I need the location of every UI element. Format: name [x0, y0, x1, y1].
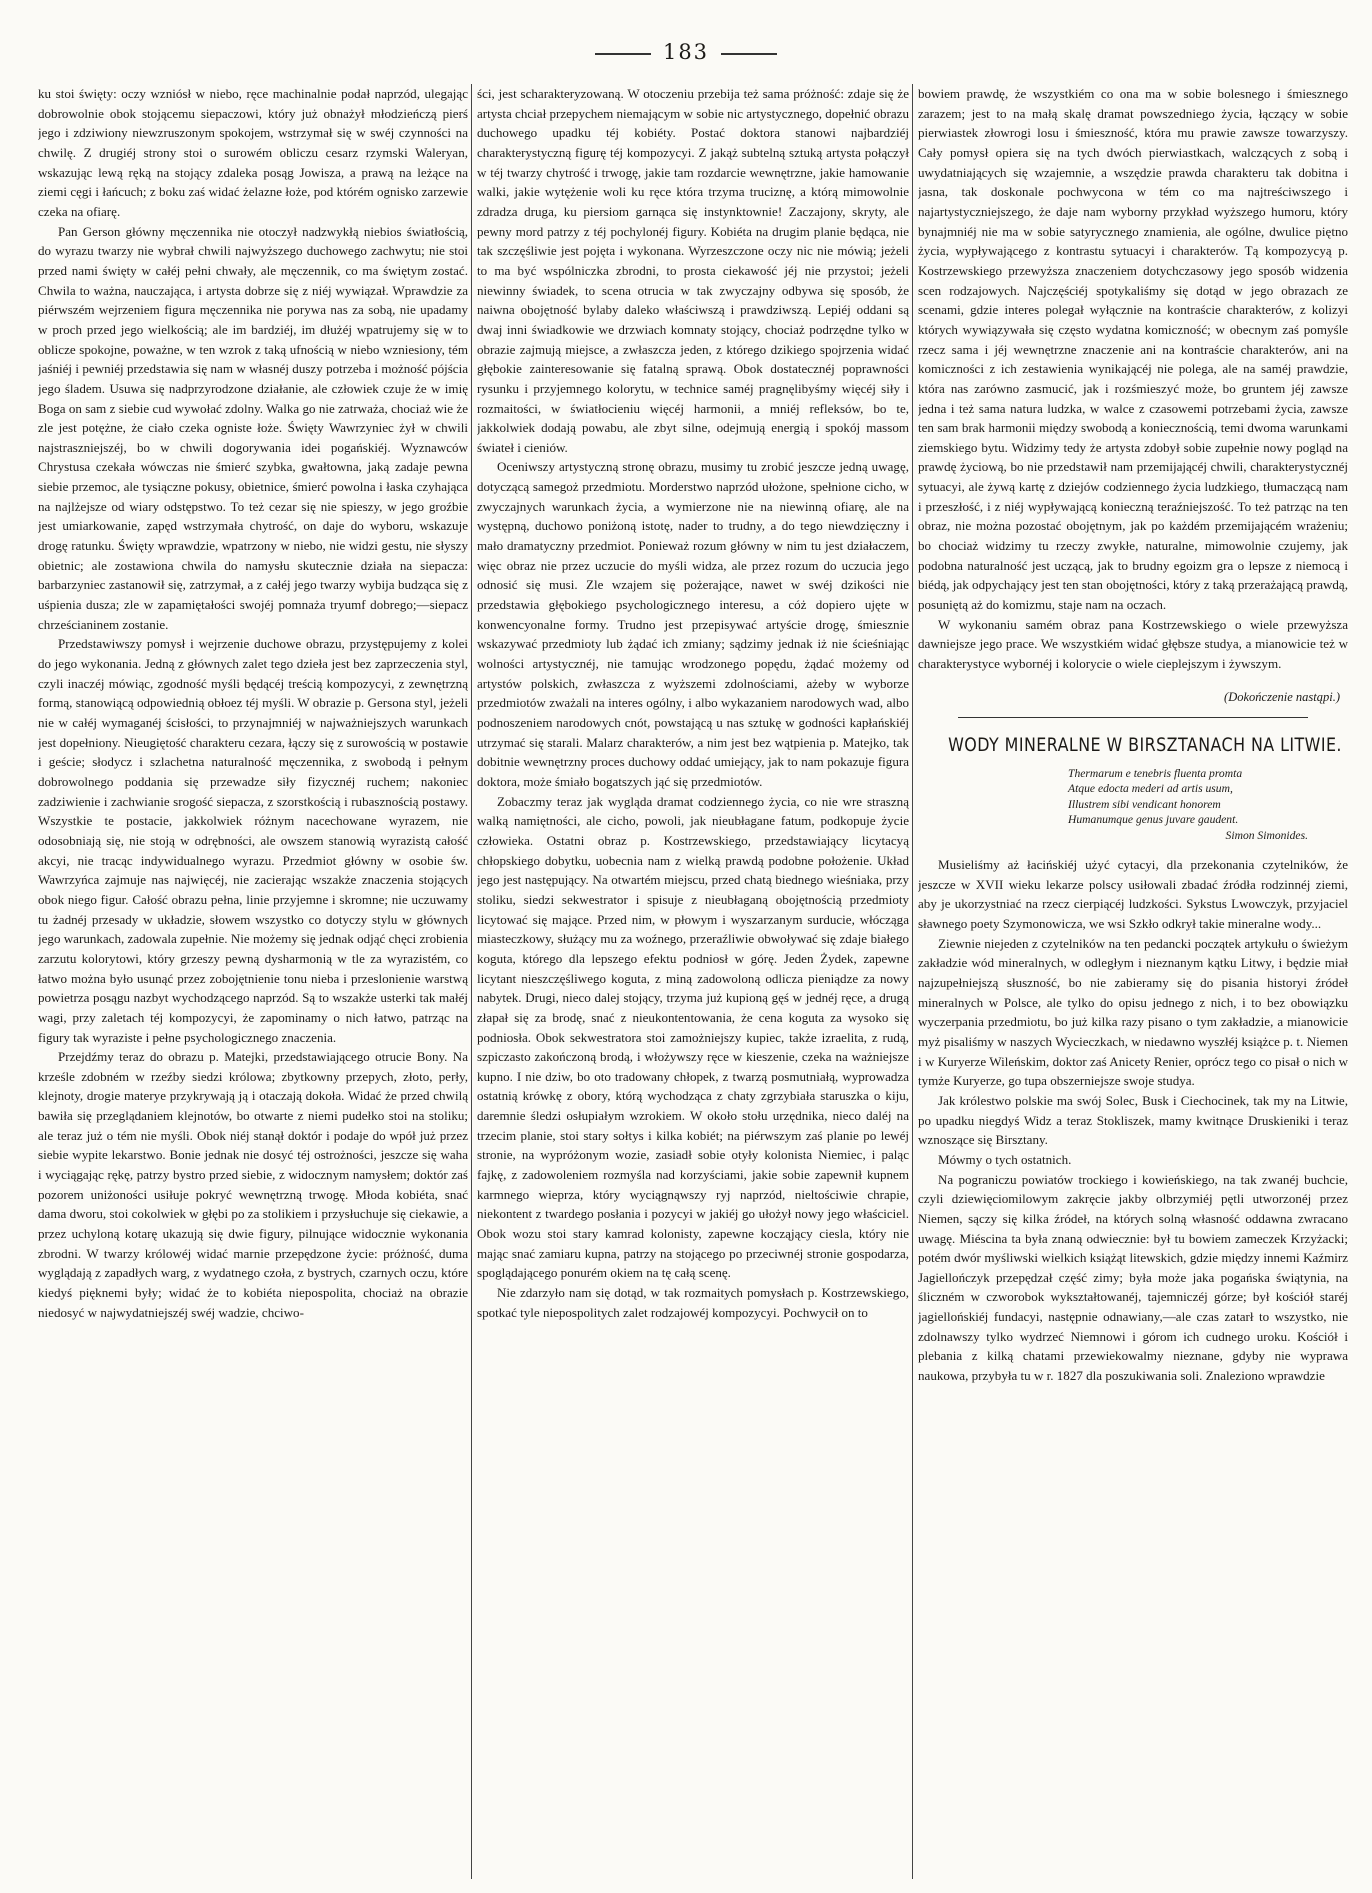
page-number-header: [0, 40, 1372, 64]
paragraph: Przejdźmy teraz do obrazu p. Matejki, przedstawiającego otrucie Bony. Na krześle zdobném w rzeźby siedzi królowa; zbytkowny przepych, złoto, perły, klejnoty, drogie materye przykrywają ją i otaczają dokoła. Widać że przed chwilą bawiła się przeglądaniem klejnotów, bo otwarte z niemi pudełko stoi na stoliku; ale teraz już o tém nie myśli. Obok niéj stanął doktór i podaje do wpół już przez siebie wypite lekarstwo. Bonie jednak nie dosyć téj ostrożności, jeszcze się waha i wyciągając rękę, patrzy bystro przed siebie, z widocznym namysłem; doktór zaś pozorem uniżoności usiłuje pokryć wewnętrzną trwogę. Młoda kobiéta, snać dama dworu, stoi cokolwiek w głębi po za stolikiem i przysłuchuje się ciekawie, a przez uchyloną kotarę ukazują się dwie figury, pilnujące widocznie wykonania zbrodni. W twarzy królowéj widać marnie przepędzone życie: próżność, duma wyglądają z zapadłych warg, z wydatnego czoła, z bystrych, czarnych oczu, które kiedyś pięknemi były; widać że to kobiéta niepospolita, chociaż na obrazie niedosyć w najwydatniejszéj swéj wadzie, chciwo-: [38, 1049, 468, 1320]
text-column-1: [38, 84, 468, 1879]
continued-note: (Dokończenie nastąpi.): [1224, 689, 1340, 704]
paragraph: ści, jest scharakteryzowaną. W otoczeniu przebija też sama próżność: zdaje się że artysta chciał przepychem niemającym w sobie nic artystycznego, dopełnić obrazu duchowego upadku téj kobiéty. Postać doktora stanowi najbardziéj charakterystyczną figurę téj kompozycyi. Z jakąż subtelną sztuką artysta połączył w téj twarzy chytrość i trwogę, jakie tam rozdarcie wewnętrzne, jakie hamowanie walki, jakie wytężenie woli ku ręce która trzyma truciznę, a którą mimowolnie zdradza druga, ku piersiom garnąca się instynktownie! Zaczajony, skryty, ale pewny mord patrzy z téj pochylonéj figury. Kobiéta na drugim planie będąca, nie tak szczęśliwie jest pojęta i wykonana. Wyrzeszczone oczy nic nie mówią; jeżeli to ma być wspólniczka zbrodni, to prosta ciekawość jéj nie przystoi; jeżeli niewinny świadek, to scena otrucia w tak zwyczajny odbywa się sposób, że naiwna obojętność bylaby daleko właściwszą i prawdziwszą. Lepiéj oddani są dwaj inni świadkowie we drzwiach komnaty stojący, chociaż podrzędne tylko w obrazie zajmują miejsce, a zwłaszcza jeden, z którego dzikiego spojrzenia widać głębokie zainteresowanie się fatalną sprawą. Obok dostatecznéj poprawności rysunku i przyjemnego kolorytu, w technice saméj pragnęlibyśmy więcéj siły i rozmaitości, w światłocieniu więcéj harmonii, a mniéj refleksów, bo te, jakkolwiek dodają powabu, ale zbyt silne, odejmują energią i spokój massom świateł i cieniów.: [477, 86, 909, 455]
epigraph: [1068, 766, 1348, 843]
paragraph: Musieliśmy aż łacińskiéj użyć cytacyi, dla przekonania czytelników, że jeszcze w XVII wieku lekarze polscy usiłowali zbadać źródła rodzinnéj ziemi, aby je ukorzystniać na rzecz cierpiącéj ludzkości. Sykstus Lwowczyk, przyjaciel sławnego poety Szymonowicza, we wsi Szkło odkrył takie mineralne wody...: [918, 857, 1348, 931]
paragraph: Zobaczmy teraz jak wygląda dramat codziennego życia, co nie wre straszną walką namiętności, ale cicho, powoli, jak nieubłagane fatum, podkopuje życie człowieka. Ostatni obraz p. Kostrzewskiego, przedstawiający licytacyą chłopskiego dobytku, uobecnia nam z wielką prawdą podobne położenie. Układ jego jest następujący. Na otwartém miejscu, przed chatą biednego wieśniaka, przy stoliku, siedzi sekwestrator i spisuje z nieubłaganą obojętnością przedmioty licytować się mające. Przed nim, w płowym i wyszarzanym surducie, włócząga miasteczkowy, służący mu za woźnego, przeraźliwie obwoływać się zdaje białego koguta, którego dla lepszego efektu podniosł w górę. Jeden Żydek, zapewne licytant nieszczęśliwego koguta, z miną zadowoloną odlicza pieniądze za nowy nabytek. Drugi, nieco dalej stojący, trzyma już kupioną gęś w jednéj ręce, a drugą złapał się za brodę, snać z nieukontentowania, że cena koguta za wysoko się podniosła. Obok sekwestratora stoi zamożniejszy kupiec, także izraelita, z rudą, szpiczasto zakończoną brodą, i włożywszy ręce w kieszenie, czeka na ważniejsze kupno. I nie dziw, bo oto tradowany chłopek, z twarzą posmutniałą, wyprowadza ostatnią krówkę z obory, którą wychodząca z chaty zgrzybiała staruszka o kiju, daremnie śledzi osłupiałym wzrokiem. W około stołu urzędnika, nieco daléj na trzecim planie, stoi stary sołtys i kilka kobiét; na piérwszym zaś planie po lewéj stronie, na wypróżonym wozie, zasiadł sobie otyły kolonista Niemiec, i paląc fajkę, z zadowoleniem rozmyśla nad korzyściami, jakie sobie zapewnił kupnem karmnego wieprza, który wyciągnąwszy ryj naprzód, nieltościwie chrapie, niekontent z twardego posłania i pozycyi w jakiéj go ułożył nowy jego właściciel. Obok wozu stoi stary kamrad kolonisty, zapewne kocząjący ciesla, który nie mając snać zamiaru kupna, patrzy na stojącego po przeciwnéj stronie gospodarza, spoglądającego ponurém okiem na tę całą scenę.: [477, 793, 909, 1281]
page-number: 183: [662, 40, 710, 64]
text-column-3: [918, 84, 1348, 1879]
column-rule-left: [471, 84, 472, 1879]
paragraph: Ziewnie niejeden z czytelników na ten pedancki początek artykułu o świeżym zakładzie wód mineralnych, w odległym i nieznanym kątku Litwy, i będzie miał najzupełniejszą słuszność, bo nie zabieramy się do pisania historyi źródeł mineralnych w Polsce, ale tylko do opisu jednego z nich, i to bez obowiązku wyczerpania przedmiotu, bo już kilka razy pisano o tym zakładzie, a mianowicie myż pisaliśmy w naszych Wycieczkach, w niedawno wyszłéj książce p. t. Niemen i w Kuryerze Wileńskim, doktor zaś Anicety Renier, oprócz tego co pisał o nich w tymże Kuryerze, go tupa obszerniejsze swoje studya.: [918, 935, 1348, 1089]
paragraph: Na pograniczu powiatów trockiego i kowieńskiego, na tak zwanéj buchcie, czyli dziewięciomilowym zakręcie jakby olbrzymiéj pętli utworzonéj przez Niemen, sączy się kilka źródeł, na których solną własność oddawna zwracano uwagę. Miéscina ta była znaną odwiecznie: był tu bowiem zameczek Krzyżacki; potém dwór myśliwski wielkich książąt litewskich, gdzie między innemi Kaźmirz Jagiellończyk przepędzał część zimy; była może jaka pogańska świątynia, na śliczném w czworobok wykształtowanéj, tajemniczéj górze; był kościół staréj jagiellońskiéj fundacyi, następnie odnawiany,—ale czas zatarł to wszystko, nie zdolnawszy tylko wydrzeć Niemnowi i górom ich cudnego uroku. Kościół i plebania z kilką chatami przewiekowalmy nieznane, gdyby nie wyprawa naukowa, przybyła tu w r. 1827 dla poszukiwania soli. Znaleziono wprawdzie: [918, 1171, 1348, 1384]
paragraph: Nie zdarzyło nam się dotąd, w tak rozmaitych pomysłach p. Kostrzewskiego, spotkać tyle niepospolitych zalet rodzajowéj kompozycyi. Pochwycił on to: [477, 1285, 909, 1320]
paragraph: Przedstawiwszy pomysł i wejrzenie duchowe obrazu, przystępujemy z kolei do jego wykonania. Jedną z głównych zalet tego dzieła jest bez zaprzeczenia styl, czyli inaczéj mówiąc, zgodność myśli będącéj treścią kompozycyi, z zewnętrzną formą, stanowiącą odpowiednią obłoez téj myśli. W obrazie p. Gersona styl, jeżeli nie w całéj wymaganéj ścisłości, to przynajmniéj w najważniejszych warunkach jest dopełniony. Nieugiętość charakteru cezara, łączy się z surowością w postawie i geście; słodycz i szlachetna naturalność męczennika, z swobodą i pełnym dobrowolnego poddania się przewadze siły fizycznéj ruchem; nakoniec zadziwienie i zachwianie srogość siepacza, z szorstkością i rubasznością postawy. Wszystkie te postacie, jakkolwiek różnym nacechowane wyrazem, nie odosobniają się, nie stoją w odrębności, ale owszem stanowią wyrazistą całość akcyi, nie tracąc indywidualnego wyrazu. Przedmiot główny w osobie św. Wawrzyńca zajmuje nas najwięcéj, nie zacierając wszakże znaczenia stojących obok niego figur. Całość obrazu pełna, linie przyjemne i skromne; nie uczuwamy tu żadnéj przesady w układzie, słowem wszystko co dotyczy stylu w głównych jego warunkach, zadowala zupełnie. Nie możemy się jednak odjąć chęci zrobienia zarzutu kolorytowi, który grzeszy pewną dysharmonią w tle za wyrazistém, co łatwo można było usunąć przez zobojętnienie tonu nieba i przeslonienie warstwą powietrza posągu nazbyt wychodzącego naprzód. Są to wszakże usterki tak małéj wagi, przy zaletach téj kompozycyi, że zapominamy o nich łatwo, patrząc na figury tak wyraziste i pełne psychologicznego znaczenia.: [38, 636, 468, 1045]
paragraph: Pan Gerson główny męczennika nie otoczył nadzwykłą niebios światłością, do wyrazu twarzy nie wybrał chwili najwyższego duchowego zachwytu; nie stoi przed nami święty w całéj pełni chwały, ale męczennik, co ma świętym zostać. Chwila to ważna, nauczająca, i artysta dobrze się z niéj wywiązał. Wprawdzie za piérwszém wejrzeniem figura męczennika nie porywa nas za sobą, nie upadamy w proch przed jego wielkością; ale im bardziéj, im dłużéj wpatrujemy się w to oblicze spokojne, poważne, w ten wzrok z taką ufnością w niebo wzniesiony, tém jaśniéj i pewniéj przedstawia się nam w własnéj duszy potrzeba i możność pójścia jego śladem. Usuwa się nadprzyrodzone działanie, ale człowiek czuje że w imię Boga on sam z siebie cud wywołać zdolny. Walka go nie zatrważa, chociaż wie że zle jest potężne, że ciało czeka ogniste łoże. Święty Wawrzyniec żył w chwili najstraszniejszéj, bo w chwili dogorywania idei pogańskiéj. Wyznawców Chrystusa czekała wówczas nie śmierć szybka, gwałtowna, jaką zadaje pewna siebie przemoc, ale tysiączne pokusy, obietnice, śmierć powolna i łaska czyhająca na najlżejsze od wiary odstępstwo. To też cezar się nie spieszy, w jego groźbie jest umiarkowanie, zapęd wstrzymała chytrość, on daje do wyboru, wskazuje drogę ratunku. Święty wprawdzie, wpatrzony w niebo, nie widzi gestu, nie słyszy obietnic; ale zostawiona chwila do namysłu skutecznie działa na siepacza: barbarzyniec zastanowił się, zatrzymał, a z całéj jego twarzy wybija budząca się z uśpienia dusza; zle w zapamiętałości swojéj pomnaża tryumf dobrego;—siepacz chrześcianinem zostanie.: [38, 223, 468, 632]
paragraph: ku stoi święty: oczy wzniósł w niebo, ręce machinalnie podał naprzód, ulegając dobrowolnie obok stojącemu siepaczowi, który już obnażył młodzieńczą pierś jego i zdziwiony niewzruszonym spokojem, wstrzymał się w swéj czynności na chwilę. Z drugiéj strony stoi o surowém obliczu cesarz rzymski Waleryan, wskazując lewą ręką na stojący zdaleka posąg Jowisza, a prawą na leżące na ziemi cęgi i łańcuch; z boku zaś widać żelazne łoże, pod którém ognisko zarzewie czeka na ofiarę.: [38, 86, 468, 219]
paragraph: Oceniwszy artystyczną stronę obrazu, musimy tu zrobić jeszcze jedną uwagę, dotyczącą samegoż przedmiotu. Morderstwo naprzód ułożone, spełnione cicho, w zwyczajnych warunkach życia, a wymierzone nie na niewinną ofiarę, ale na występną, duchowo poniżoną istotę, nader to trudny, a do tego niewdzięczny i mało dramatyczny przedmiot. Ponieważ rozum główny w nim tu jest działaczem, więc obraz nie przez uczucie do myśli widza, ale przez rozum do uczucia jego odnosić się musi. Zle wzajem się pożerające, nawet w swéj dzikości nie przedstawia głębokiego psychologicznego interesu, a cóż dopiero ujęte w konwencyonalne formy. Trudno jest przepisywać artyście drogę, śmiesznie wskazywać przedmioty lub żądać ich zmiany; sądzimy jednak iż nie ścieśniając wolności artystycznéj, nie tamując wrodzonego popędu, żądać możemy od artystów polskich, zwłaszcza z wyższemi zdolnościami, ażeby w wyborze przedmiotów zważali na interes ogólny, i albo wykazaniem narodowych wad, albo podnoszeniem narodowych cnót, powstającą u nas sztukę w godności kapłańskiéj utrzymać się starali. Malarz charakterów, a nim jest bez wątpienia p. Matejko, tak dobitnie wewnętrzny proces duchowy oddać umiejący, jak to nam pokazuje figura doktora, może śmiało bogatszych jąć się przedmiotów.: [477, 459, 909, 789]
paragraph: Jak królestwo polskie ma swój Solec, Busk i Ciechocinek, tak my na Litwie, po upadku niegdyś Widz a teraz Stokliszek, mamy kwitnące Druskieniki i teraz wznoszące się Birsztany.: [918, 1092, 1348, 1148]
header-dash-left: [595, 53, 651, 55]
epigraph-line: Humanumque genus juvare gaudent.: [1068, 813, 1239, 827]
epigraph-line: Atque edocta mederi ad artis usum,: [1068, 782, 1233, 796]
column-rule-right: [912, 84, 913, 1879]
text-column-2: [477, 84, 909, 1879]
paragraph: bowiem prawdę, że wszystkiém co ona ma w sobie bolesnego i śmiesznego zarazem; jest to na małą skalę dramat powszedniego życia, łączący w sobie pierwiastek złowrogi losu i śmieszność, która mu prawie zawsze towarzyszy. Cały pomysł opiera się na tych dwóch pierwiastkach, walczących z sobą i uwydatniających się wzajemnie, a wszędzie prawda charakteru tak dobitna i jasna, tak doskonale pochwycona w tém co ma najtreściwszego i najartystyczniejszego, że daje nam wyborny przykład wyższego humoru, który bynajmniéj nie ma w sobie satyrycznego znamienia, ale ogólne, dwulice piętno życia, wypływającego z kontrastu sytuacyi i charakterów. Tą kompozycyą p. Kostrzewskiego przewyższa znaczeniem dotychczasowy jego sposób widzenia scen rodzajowych. Najczęściéj spotykaliśmy się dotąd w jego obrazach ze scenami, gdzie interes polegał wyłącznie na kontraście charakterów, z kolizyi których wywiązywała się często wydatna komiczność; w obecnym zaś pomyśle rzecz sama i jéj wewnętrzne znaczenie ani na kontraście charakterów, ani na komiczności z ich zestawienia wynikającéj nie polega, ale na saméj prawdzie, która nas zarówno zasmucić, jak i rozśmieszyć może, bo gruntem jéj zawsze jedna i też sama natura ludzka, w walce z czasowemi potrzebami życia, zawsze ten sam brak harmonii między swobodą a koniecznością, temi dwoma warunkami ziemskiego bytu. Widzimy tedy że artysta zdobył sobie zupełnie nowy pogląd na prawdę życiową, bo nie przedstawił nam przemijającéj chwili, charakterystycznéj sytuacyi, ale żywą kartę z dziejów codziennego życia ludzkiego, tłumaczącą nam i przeszłość, i z niéj wypływającą konieczną teraźniejszość. To też patrząc na ten obraz, nie można pozostać obojętnym, jak po każdém przemijającém wrażeniu; bo chociaż widzimy tu rzeczy zwykłe, naturalne, mimowolnie czujemy, jak podobna naturalność jest uczącą, jak to brudny egoizm gra o lepsze z niemocą i biédą, jak odpychający jest ten stan obojętności, który z taką przerażającą prawdą, posuniętą aż do komizmu, staje nam na oczach.: [918, 86, 1348, 613]
epigraph-author: Simon Simonides.: [1225, 828, 1308, 842]
article-title: WODY MINERALNE W BIRSZTANACH NA LITWIE.: [948, 735, 1342, 757]
article-separator: [958, 717, 1308, 718]
epigraph-line: Illustrem sibi vendicant honorem: [1068, 797, 1221, 811]
paragraph: W wykonaniu samém obraz pana Kostrzewskiego o wiele przewyższa dawniejsze jego prace. We wszystkiém widać głębsze studya, a mianowicie też w charakterystyce wybornéj i kolorycie o wiele cieplejszym i żywszym.: [918, 616, 1348, 672]
paragraph: Mówmy o tych ostatnich.: [938, 1151, 1072, 1167]
header-dash-right: [721, 53, 777, 55]
epigraph-line: Thermarum e tenebris fluenta promta: [1068, 767, 1243, 780]
